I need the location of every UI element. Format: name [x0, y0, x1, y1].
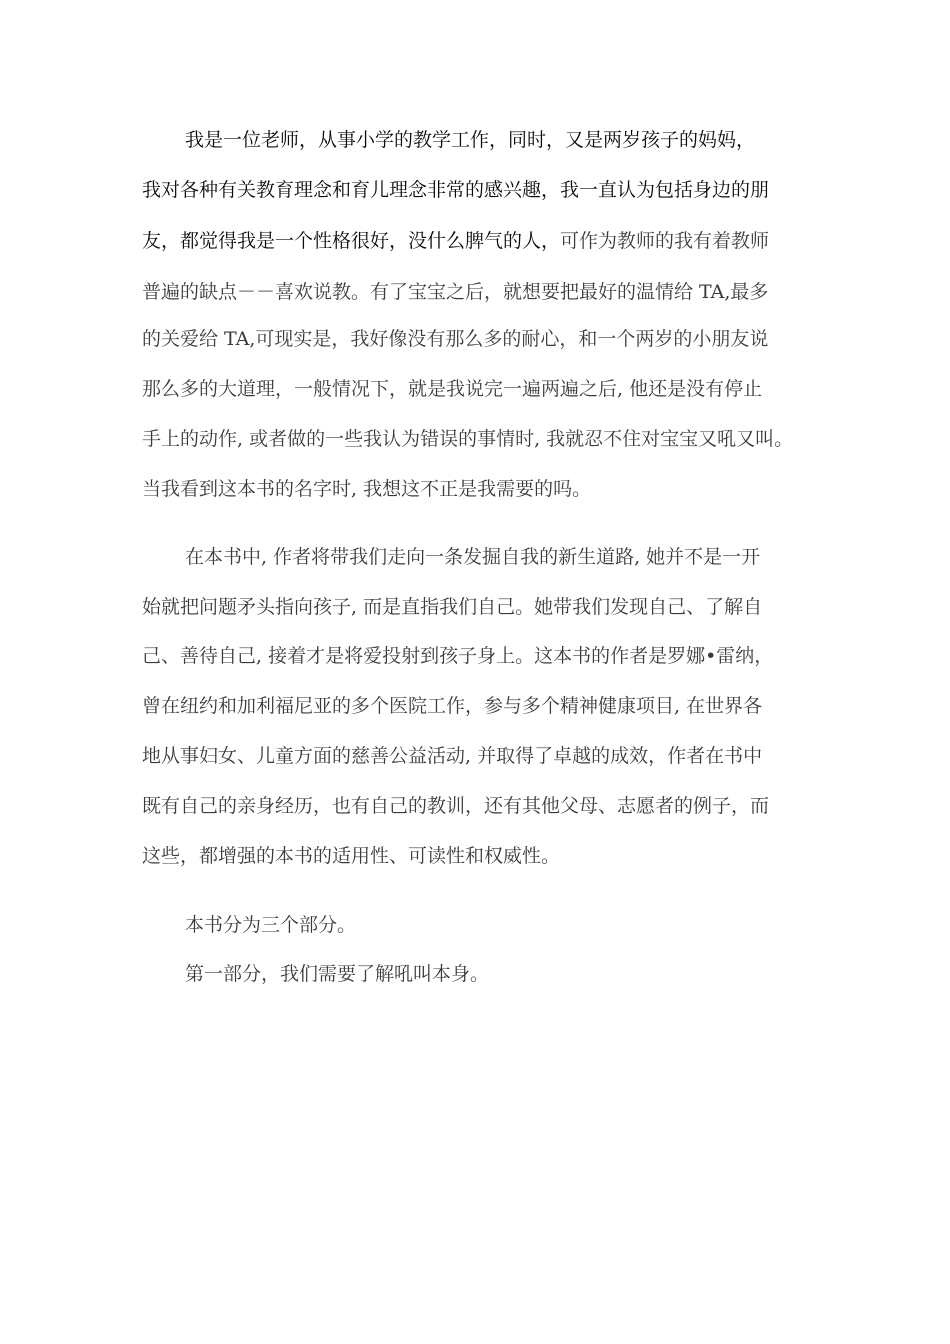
paragraph-3: 本书分为三个部分。 [185, 914, 357, 936]
paragraph-2-line-1: 在本书中, 作者将带我们走向一条发掘自我的新生道路, 她并不是一开 [185, 546, 761, 568]
paragraph-1-line-7: 手上的动作, 或者做的一些我认为错误的事情时, 我就忍不住对宝宝又吼又叫。 [142, 428, 794, 450]
paragraph-2-line-7: 这些，都增强的本书的适用性、可读性和权威性。 [142, 845, 561, 867]
paragraph-1-line-5: 的关爱给 TA,可现实是，我好像没有那么多的耐心，和一个两岁的小朋友说 [142, 328, 769, 350]
paragraph-1-line-3 [142, 226, 832, 256]
paragraph-2-line-6: 既有自己的亲身经历，也有自己的教训，还有其他父母、志愿者的例子，而 [142, 795, 770, 817]
paragraph-1-line-3-part-b: 可作为教师的我有着教师 [560, 230, 770, 252]
paragraph-1-line-6: 那么多的大道理，一般情况下，就是我说完一遍两遍之后, 他还是没有停止 [142, 378, 763, 400]
paragraph-1-line-2: 我对各种有关教育理念和育儿理念非常的感兴趣，我一直认为包括身边的朋 [142, 179, 770, 201]
paragraph-1-line-8: 当我看到这本书的名字时, 我想这不正是我需要的吗。 [142, 478, 592, 500]
paragraph-1-line-4: 普遍的缺点－－喜欢说教。有了宝宝之后，就想要把最好的温情给 TA,最多 [142, 281, 769, 303]
paragraph-4: 第一部分，我们需要了解吼叫本身。 [185, 963, 490, 985]
paragraph-2-line-4: 曾在纽约和加利福尼亚的多个医院工作，参与多个精神健康项目, 在世界各 [142, 695, 763, 717]
paragraph-2-line-3: 己、善待自己, 接着才是将爱投射到孩子身上。这本书的作者是罗娜•雷纳， [142, 645, 774, 667]
paragraph-1-line-3-part-a: 友，都觉得我是一个性格很好，没什么脾气的人， [142, 230, 561, 252]
paragraph-2-line-2: 始就把问题矛头指向孩子, 而是直指我们自己。她带我们发现自己、了解自 [142, 596, 763, 618]
paragraph-2-line-5: 地从事妇女、儿童方面的慈善公益活动, 并取得了卓越的成效，作者在书中 [142, 745, 763, 767]
paragraph-1-line-1: 我是一位老师，从事小学的教学工作，同时，又是两岁孩子的妈妈， [185, 129, 756, 151]
